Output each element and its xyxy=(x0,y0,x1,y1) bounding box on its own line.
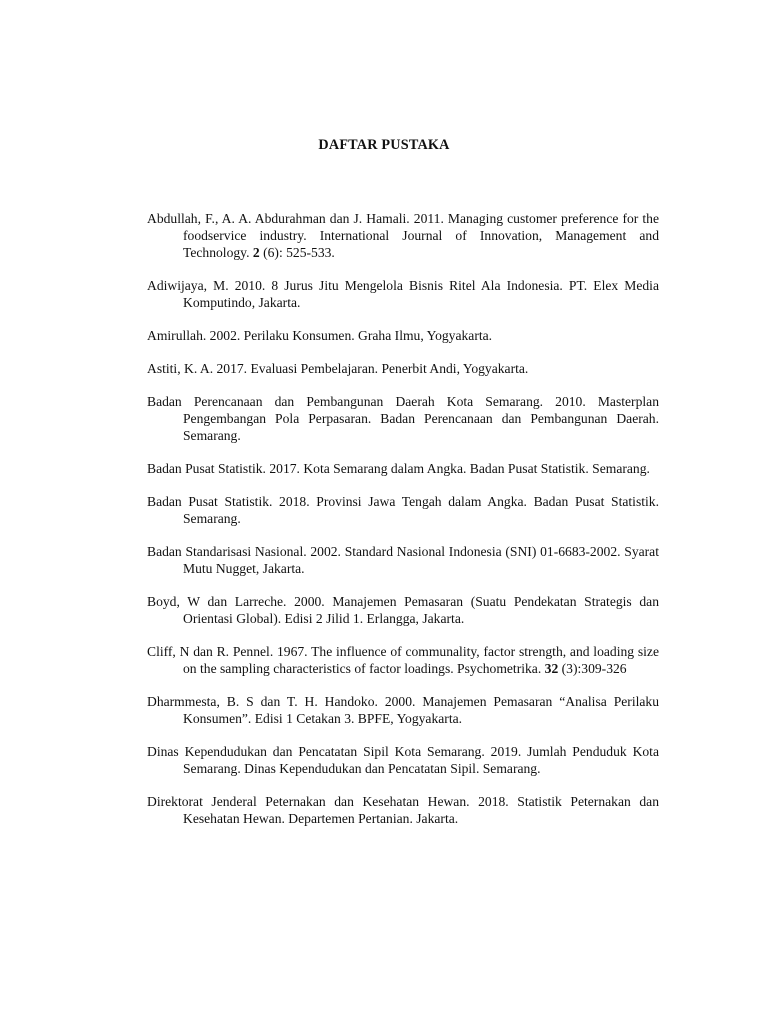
reference-entry xyxy=(147,327,659,344)
reference-text: Badan Pusat Statistik. 2017. Kota Semarang dalam Angka. Badan Pusat Statistik. Semarang. xyxy=(147,460,650,476)
reference-text: Badan Standarisasi Nasional. 2002. Standard Nasional Indonesia (SNI) 01-6683-2002. Syarat Mutu Nugget, Jakarta. xyxy=(147,543,659,576)
reference-text: Adiwijaya, M. 2010. 8 Jurus Jitu Mengelola Bisnis Ritel Ala Indonesia. PT. Elex Media Komputindo, Jakarta. xyxy=(147,277,659,310)
page-title: DAFTAR PUSTAKA xyxy=(318,137,450,153)
reference-entry xyxy=(147,543,659,577)
reference-text: Badan Pusat Statistik. 2018. Provinsi Jawa Tengah dalam Angka. Badan Pusat Statistik. Semarang. xyxy=(147,493,659,526)
reference-text-end: (6): 525-533. xyxy=(259,244,335,260)
reference-entry xyxy=(147,593,659,627)
reference-entry xyxy=(147,360,659,377)
reference-entry xyxy=(147,277,659,311)
reference-entry xyxy=(147,693,659,727)
reference-volume: 2 xyxy=(252,244,260,260)
reference-entry xyxy=(147,460,659,477)
reference-text: Boyd, W dan Larreche. 2000. Manajemen Pemasaran (Suatu Pendekatan Strategis dan Orientasi Global). Edisi 2 Jilid 1. Erlangga, Jakarta. xyxy=(147,593,659,626)
reference-text-end: (3):309-326 xyxy=(558,660,627,676)
reference-text: Dinas Kependudukan dan Pencatatan Sipil Kota Semarang. 2019. Jumlah Penduduk Kota Semarang. Dinas Kependudukan dan Pencatatan Sipil. Semarang. xyxy=(147,743,659,776)
reference-text: Badan Perencanaan dan Pembangunan Daerah Kota Semarang. 2010. Masterplan Pengembangan Pola Perpasaran. Badan Perencanaan dan Pembangunan Daerah. Semarang. xyxy=(147,393,659,443)
reference-volume: 32 xyxy=(544,660,559,676)
reference-entry xyxy=(147,210,659,261)
reference-text: Abdullah, F., A. A. Abdurahman dan J. Hamali. 2011. Managing customer preference for the foodservice industry. International Journal of Innovation, Management and Technology. xyxy=(147,210,659,260)
reference-text: Astiti, K. A. 2017. Evaluasi Pembelajaran. Penerbit Andi, Yogyakarta. xyxy=(147,360,529,376)
reference-text: Amirullah. 2002. Perilaku Konsumen. Graha Ilmu, Yogyakarta. xyxy=(147,327,493,343)
reference-list xyxy=(147,196,659,843)
reference-text: Cliff, N dan R. Pennel. 1967. The influence of communality, factor strength, and loading size on the sampling characteristics of factor loadings. Psychometrika. xyxy=(147,643,659,676)
reference-entry xyxy=(147,743,659,777)
reference-entry xyxy=(147,393,659,444)
reference-text: Direktorat Jenderal Peternakan dan Kesehatan Hewan. 2018. Statistik Peternakan dan Kesehatan Hewan. Departemen Pertanian. Jakarta. xyxy=(147,793,659,826)
reference-text: Dharmmesta, B. S dan T. H. Handoko. 2000. Manajemen Pemasaran “Analisa Perilaku Konsumen”. Edisi 1 Cetakan 3. BPFE, Yogyakarta. xyxy=(147,693,659,726)
reference-entry xyxy=(147,793,659,827)
reference-entry xyxy=(147,493,659,527)
reference-entry xyxy=(147,643,659,677)
